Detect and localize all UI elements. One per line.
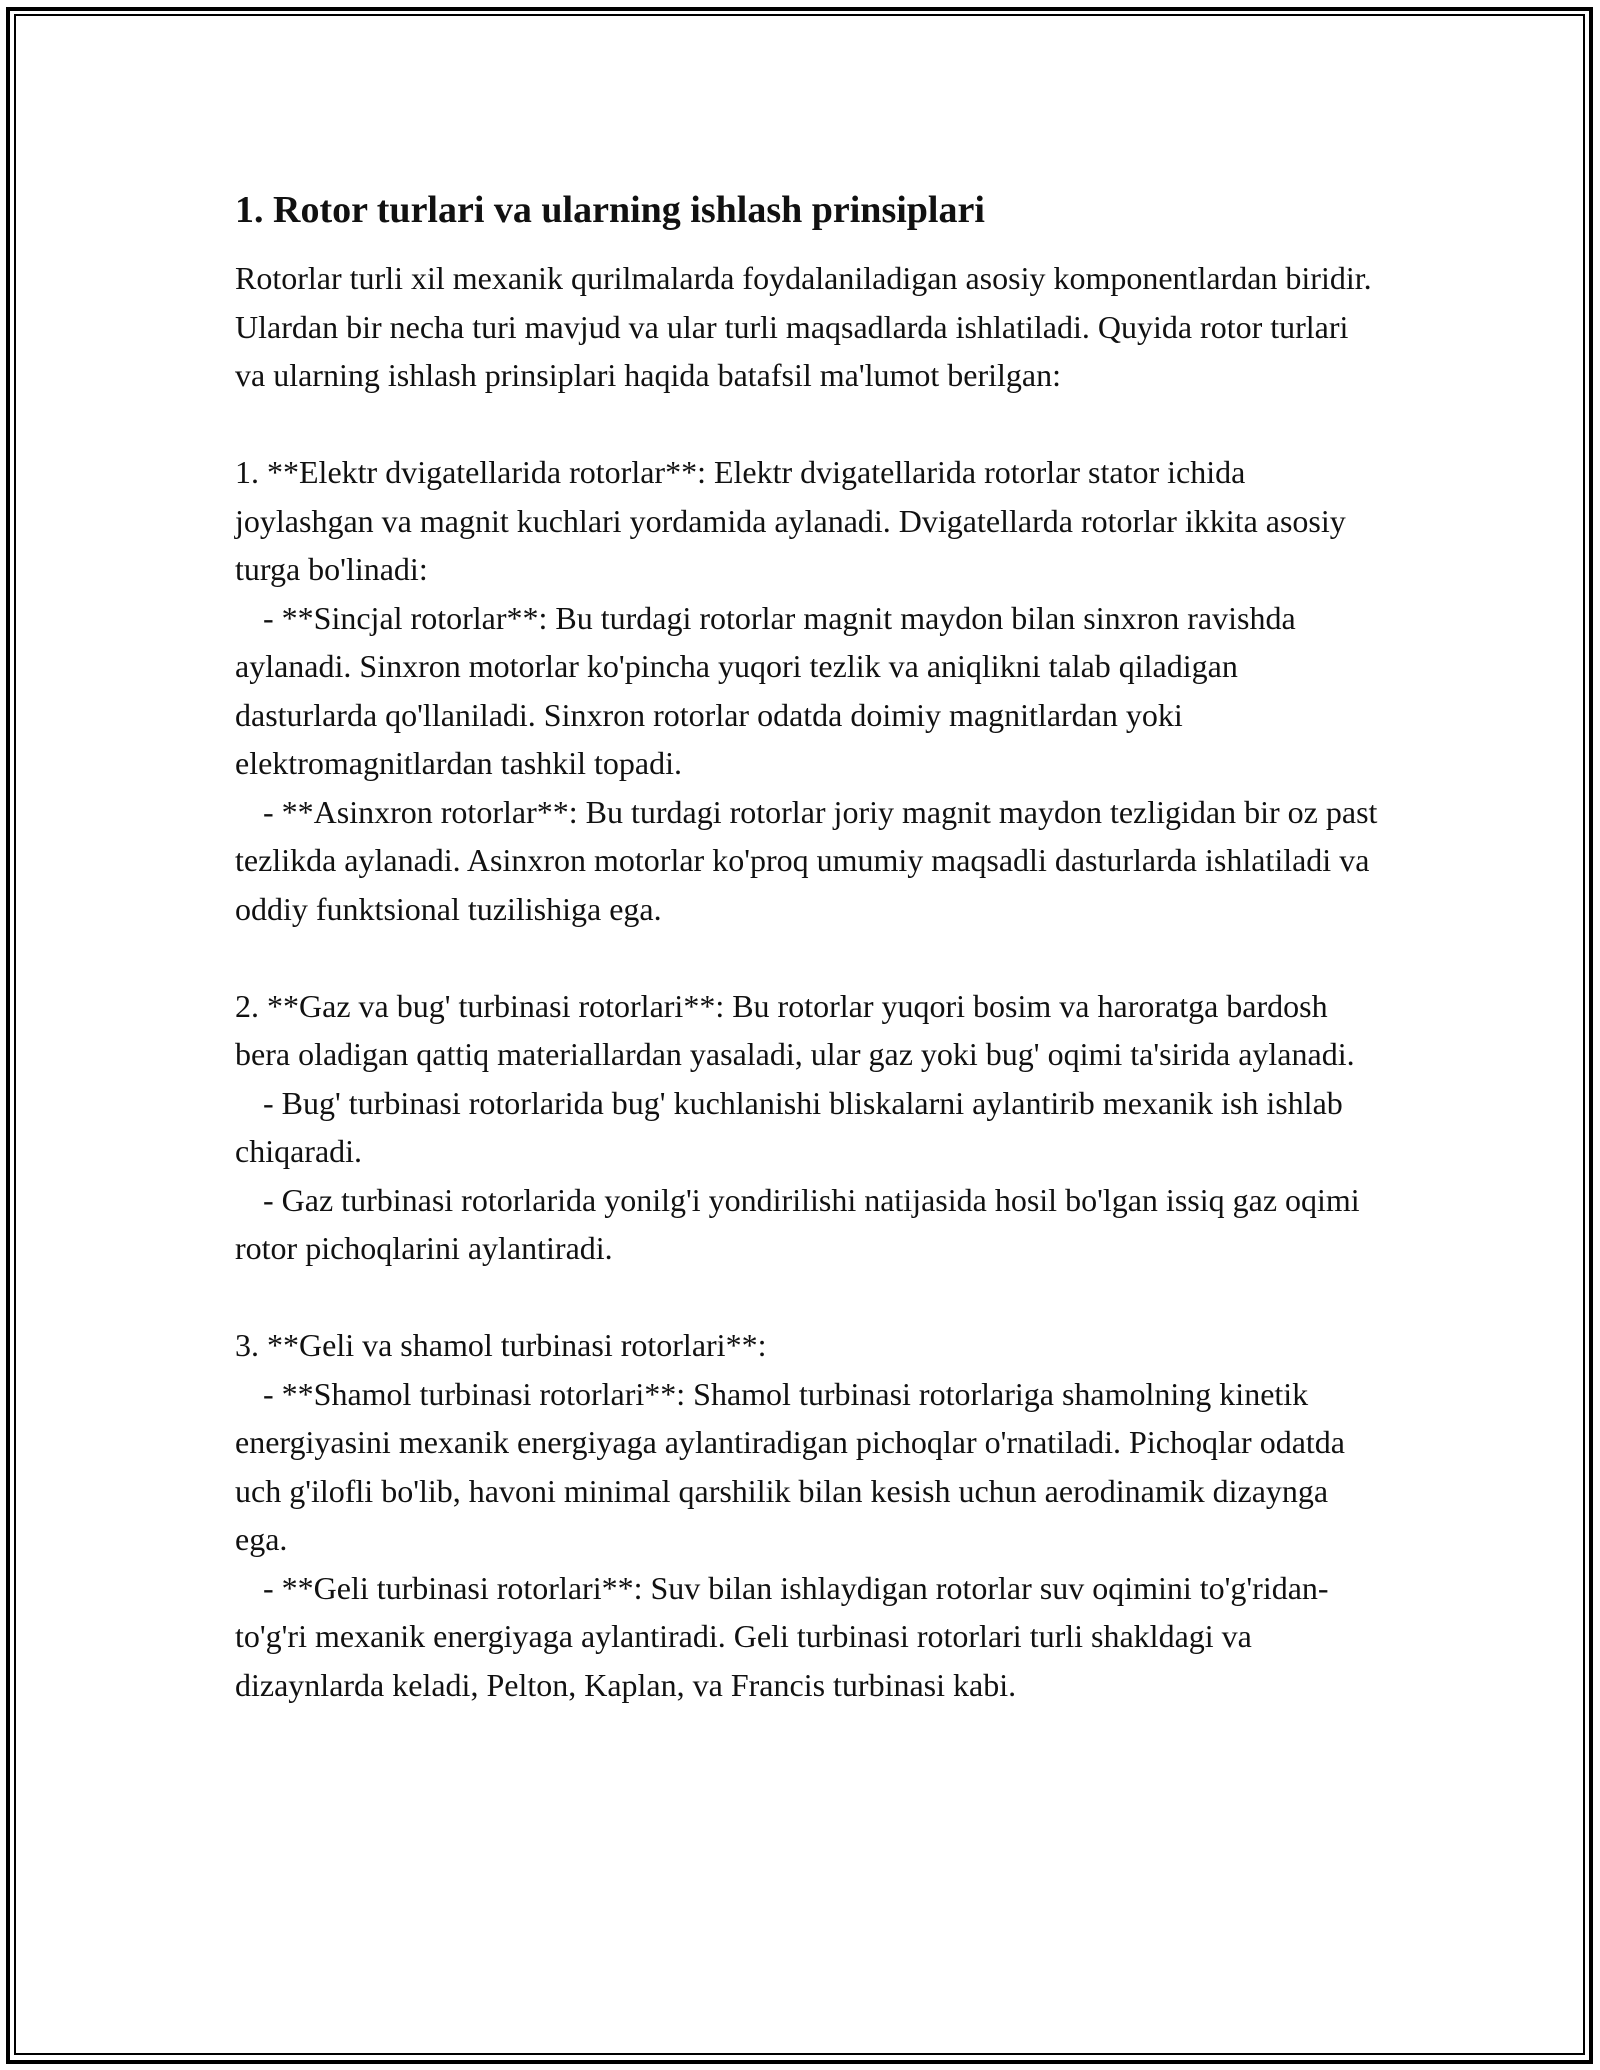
section1-lead: 1. **Elektr dvigatellarida rotorlar**: Elektr dvigatellarida rotorlar stator ichida joylashgan va magnit kuchlari yordamida aylanadi. Dvigatellarda rotorlar ikkita asosiy turga bo'linadi: bbox=[235, 454, 1346, 587]
intro-paragraph: Rotorlar turli xil mexanik qurilmalarda foydalaniladigan asosiy komponentlardan biridir. Ulardan bir necha turi mavjud va ular turli maqsadlarda ishlatiladi. Quyida rotor turlari va ularning ishlash prinsiplari haqida batafsil ma'lumot berilgan: bbox=[235, 260, 1372, 393]
paragraph-gap bbox=[235, 1273, 1385, 1322]
section3-item2 bbox=[235, 1564, 1385, 1710]
section2-item2-text: - Gaz turbinasi rotorlarida yonilg'i yondirilishi natijasida hosil bo'lgan issiq gaz oqimi rotor pichoqlarini aylantiradi. bbox=[235, 1181, 1360, 1266]
section1-item1 bbox=[235, 594, 1385, 788]
section2-item1-text: - Bug' turbinasi rotorlarida bug' kuchlanishi bliskalarni aylantirib mexanik ish ishlab chiqaradi. bbox=[235, 1084, 1343, 1169]
section1-item2-text: - **Asinxron rotorlar**: Bu turdagi rotorlar joriy magnit maydon tezligidan bir oz past tezlikda aylanadi. Asinxron motorlar ko'proq umumiy maqsadli dasturlarda ishlatiladi va oddiy funktsional tuzilishiga ega. bbox=[235, 793, 1378, 927]
section-heading: 1. Rotor turlari va ularning ishlash prinsiplari bbox=[235, 189, 985, 231]
section3-item1-text: - **Shamol turbinasi rotorlari**: Shamol turbinasi rotorlariga shamolning kinetik energiyasini mexanik energiyaga aylantiradigan pichoqlar o'rnatiladi. Pichoqlar odatda uch g'ilofli bo'lib, havoni minimal qarshilik bilan kesish uchun aerodinamik dizaynga ega. bbox=[235, 1375, 1345, 1557]
section2-item2 bbox=[235, 1176, 1385, 1273]
section2-lead: 2. **Gaz va bug' turbinasi rotorlari**: Bu rotorlar yuqori bosim va haroratga bardosh bera oladigan qattiq materiallardan yasaladi, ular gaz yoki bug' oqimi ta'sirida aylanadi. bbox=[235, 987, 1355, 1072]
section1-item1-text: - **Sincjal rotorlar**: Bu turdagi rotorlar magnit maydon bilan sinxron ravishda aylanadi. Sinxron motorlar ko'pincha yuqori tezlik va aniqlikni talab qiladigan dasturlarda qo'llaniladi. Sinxron rotorlar odatda doimiy magnitlardan yoki elektromagnitlardan tashkil topadi. bbox=[235, 599, 1296, 781]
section3-lead: 3. **Geli va shamol turbinasi rotorlari**: bbox=[235, 1327, 767, 1363]
section3-item1 bbox=[235, 1370, 1385, 1564]
section2-item1 bbox=[235, 1079, 1385, 1176]
section3-item2-text: - **Geli turbinasi rotorlari**: Suv bilan ishlaydigan rotorlar suv oqimini to'g'ridan-to'g'ri mexanik energiyaga aylantiradi. Geli turbinasi rotorlari turli shakldagi va dizaynlarda keladi, Pelton, Kaplan, va Francis turbinasi kabi. bbox=[235, 1569, 1329, 1703]
section1-item2 bbox=[235, 788, 1385, 934]
paragraph-gap bbox=[235, 933, 1385, 982]
paragraph-gap bbox=[235, 400, 1385, 449]
document-body bbox=[235, 186, 1385, 1709]
